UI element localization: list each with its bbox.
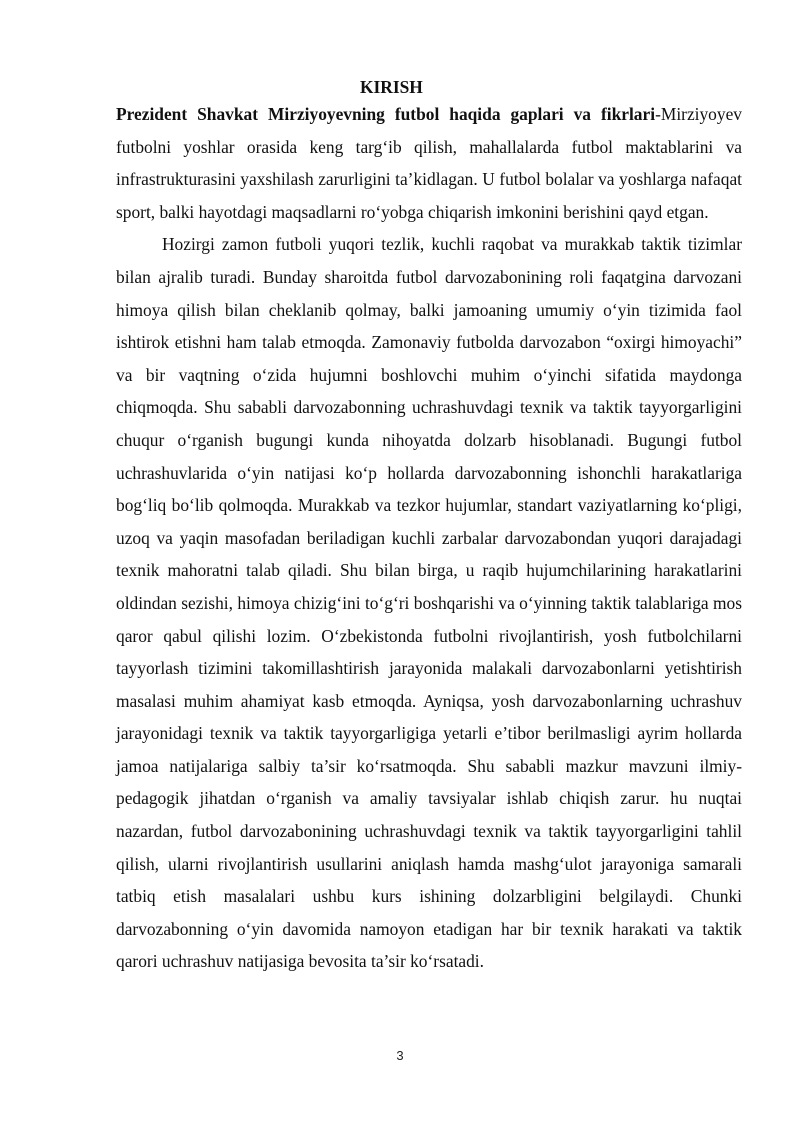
intro-text: -Mirziyoyev futbolni yoshlar orasida keng targ‘ib qilish, mahallalarda futbol maktablarini va infrastrukturasini yaxshilash zarurligini ta’kidlagan. U futbol bolalar va yoshlarga nafaqat sport, balki hayotdagi maqsadlarni ro‘yobga chiqarish imkonini berishini qayd etgan. (116, 104, 742, 222)
section-heading: KIRISH (360, 77, 423, 97)
body-paragraph: Hozirgi zamon futboli yuqori tezlik, kuchli raqobat va murakkab taktik tizimlar bilan ajralib turadi. Bunday sharoitda futbol darvozabonining roli faqatgina darvozani himoya qilish bilan cheklanib qolmay, balki jamoaning umumiy o‘yin tizimida faol ishtirok etishni ham talab etmoqda. Zamonaviy futbolda darvozabon “oxirgi himoyachi” va bir vaqtning o‘zida hujumni boshlovchi muhim o‘yinchi sifatida maydonga chiqmoqda. Shu sababli darvozabonning uchrashuvdagi texnik va taktik tayyorgarligini chuqur o‘rganish bugungi kunda nihoyatda dolzarb hisoblanadi. Bugungi futbol uchrashuvlarida o‘yin natijasi ko‘p hollarda darvozabonning ishonchli harakatlariga bog‘liq bo‘lib qolmoqda. Murakkab va tezkor hujumlar, standart vaziyatlarning ko‘pligi, uzoq va yaqin masofadan beriladigan kuchli zarbalar darvozabondan yuqori darajadagi texnik mahoratni talab qiladi. Shu bilan birga, u raqib hujumchilarining harakatlarini oldindan sezishi, himoya chizig‘ini to‘g‘ri boshqarishi va o‘yinning taktik talablariga mos qaror qabul qilishi lozim. O‘zbekistonda futbolni rivojlantirish, yosh futbolchilarni tayyorlash tizimini takomillashtirish jarayonida malakali darvozabonlarni yetishtirish masalasi muhim ahamiyat kasb etmoqda. Ayniqsa, yosh darvozabonlarning uchrashuv jarayonidagi texnik va taktik tayyorgarligiga yetarli e’tibor berilmasligi ayrim hollarda jamoa natijalariga salbiy ta’sir ko‘rsatmoqda. Shu sababli mazkur mavzuni ilmiy-pedagogik jihatdan o‘rganish va amaliy tavsiyalar ishlab chiqish zarur. hu nuqtai nazardan, futbol darvozabonining uchrashuvdagi texnik va taktik tayyorgarligini tahlil qilish, ularni rivojlantirish usullarini aniqlash hamda mashg‘ulot jarayoniga samarali tatbiq etish masalalari ushbu kurs ishining dolzarbligini belgilaydi. Chunki darvozabonning o‘yin davomida namoyon etadigan har bir texnik harakati va taktik qarori uchrashuv natijasiga bevosita ta’sir ko‘rsatadi. (116, 234, 742, 972)
intro-paragraph (116, 98, 742, 228)
page-number: 3 (396, 1048, 404, 1063)
intro-bold-title: Prezident Shavkat Mirziyoyevning futbol haqida gaplari va fikrlari (116, 104, 656, 124)
page-content (116, 76, 742, 978)
